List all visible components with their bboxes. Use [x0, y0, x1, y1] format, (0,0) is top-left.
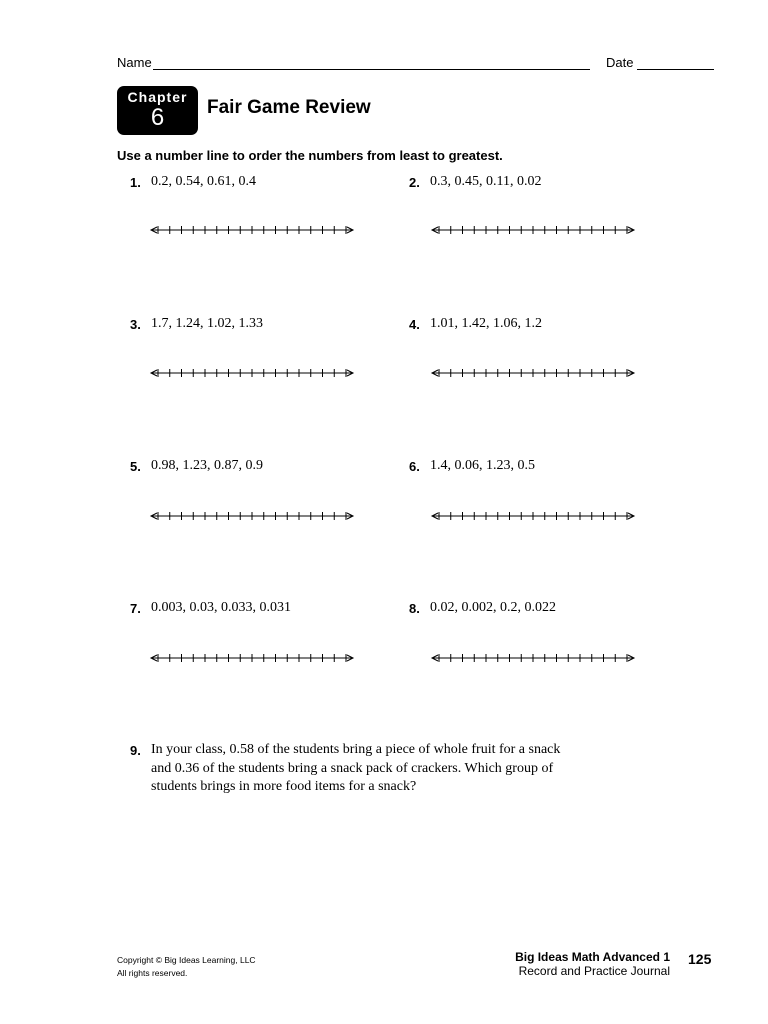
number-line[interactable]: [148, 366, 356, 380]
number-line[interactable]: [148, 509, 356, 523]
problem-number: 3.: [130, 317, 141, 332]
book-info: [430, 950, 670, 978]
word-problem-line: and 0.36 of the students bring a snack pack of crackers. Which group of: [151, 760, 554, 776]
problem-text: 0.2, 0.54, 0.61, 0.4: [151, 174, 256, 189]
date-field[interactable]: [637, 69, 714, 70]
problem-number: 9.: [130, 743, 141, 758]
book-title: Big Ideas Math Advanced 1: [515, 950, 670, 964]
problem-number: 4.: [409, 317, 420, 332]
problem-number: 5.: [130, 459, 141, 474]
problem-number: 2.: [409, 175, 420, 190]
chapter-badge: [117, 86, 198, 135]
problem-text: 0.3, 0.45, 0.11, 0.02: [430, 174, 542, 189]
chapter-number: 6: [150, 104, 165, 131]
chapter-word: Chapter: [127, 89, 188, 105]
rights-text: All rights reserved.: [117, 968, 188, 978]
instructions: Use a number line to order the numbers from least to greatest.: [117, 148, 503, 163]
problem-number: 7.: [130, 601, 141, 616]
word-problem-line: students brings in more food items for a snack?: [151, 779, 417, 794]
problem-text: 0.98, 1.23, 0.87, 0.9: [151, 458, 263, 473]
problem-text: 0.003, 0.03, 0.033, 0.031: [151, 600, 291, 615]
word-problem-text: [151, 741, 611, 797]
problem-number: 6.: [409, 459, 420, 474]
copyright-block: [117, 954, 256, 980]
copyright-text: Copyright © Big Ideas Learning, LLC: [117, 955, 256, 965]
number-line[interactable]: [429, 509, 637, 523]
problem-text: 1.7, 1.24, 1.02, 1.33: [151, 316, 263, 331]
number-line[interactable]: [148, 651, 356, 665]
problem-number: 8.: [409, 601, 420, 616]
problem-text: 1.4, 0.06, 1.23, 0.5: [430, 458, 535, 473]
date-label: Date: [606, 55, 634, 70]
name-field[interactable]: [153, 69, 590, 70]
problem-text: 0.02, 0.002, 0.2, 0.022: [430, 600, 556, 615]
journal-title: Record and Practice Journal: [518, 964, 670, 978]
word-problem-line: In your class, 0.58 of the students bring a piece of whole fruit for a snack: [151, 742, 561, 757]
page-title: Fair Game Review: [207, 97, 371, 118]
name-label: Name: [117, 55, 152, 70]
number-line[interactable]: [148, 223, 356, 237]
problem-text: 1.01, 1.42, 1.06, 1.2: [430, 316, 542, 331]
page-number: 125: [688, 951, 712, 967]
problem-number: 1.: [130, 175, 141, 190]
number-line[interactable]: [429, 223, 637, 237]
number-line[interactable]: [429, 651, 637, 665]
number-line[interactable]: [429, 366, 637, 380]
